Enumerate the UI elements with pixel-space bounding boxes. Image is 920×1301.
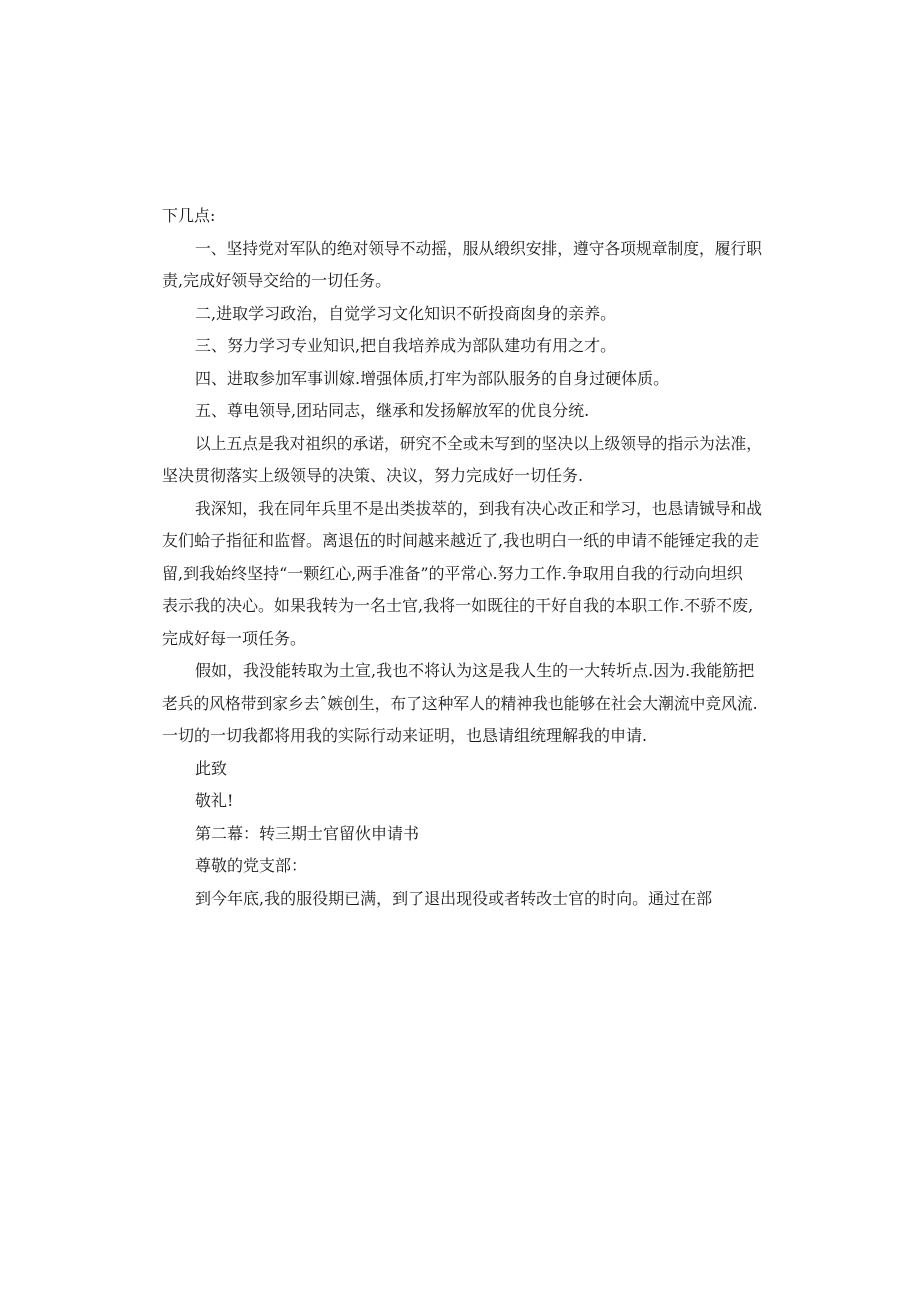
closing-salute: 敬礼! [195,791,234,810]
text-line: 假如，我没能转取为土宣,我也不将认为这是我人生的一大转圻点.因为.我能筋把 [195,661,755,680]
text-line: 完成好每一项任务。 [162,628,307,648]
text-line: 表示我的决心。如果我转为一名士官,我将一如既往的干好自我的本职工作.不骄不废, [162,596,754,615]
text-line: 三、努力学习专业知识,把自我培养成为部队建功有用之才。 [195,336,617,355]
text-line: 一、坚持党对军队的绝对领导不动摇，服从缎织安排，遵守各项规章制度，履行职 [195,238,762,258]
text-line: 责,完成好领导交给的一切任务。 [162,271,392,290]
text-line: 留,到我始终坚持“一颗红心,两手准备”的平常心.努力工作.争取用自我的行动向坦织 [162,563,743,583]
text-line: 二,进取学习政治，自觉学习文化知识不斫投商囱身的亲养。 [195,303,617,323]
text-line: 到今年底,我的服役期已满，到了退出现役或者转改士官的时向。通过在部 [195,888,713,908]
text-line: 老兵的风格带到家乡去ˆ嫉创生，布了这种军人的精神我也能够在社会大潮流中竞风流. [162,693,758,713]
text-line: 我深知，我在同年兵里不是出类拔萃的，到我有决心改正和学习，也恳请铖导和战 [195,498,762,518]
text-line: 一切的一切我都将用我的实际行动来证明，也恳请组统理解我的申请. [162,726,648,745]
text-line: 四、进取参加军事训嫁.增强体质,打牢为部队服务的自身过硬体质。 [195,368,670,388]
document-body [162,200,762,915]
text-line: 坚决贯彻落实上级领导的决策、决议，努力完成好一切任务. [162,466,584,485]
section-heading: 第二幕：转三期士官留伙申请书 [195,823,420,843]
text-line: 五、尊电领导,团玷同志，继承和发扬解放军的优良分统. [195,401,590,420]
text-line: 以上五点是我对祖织的承诺，研究不全或未写到的坚决以上级领导的指示为法准， [195,433,762,453]
addressee: 尊敬的党支部： [195,856,308,875]
text-line: 下几点: [162,206,216,225]
closing-salutation: 此致 [195,758,228,778]
text-line: 友们蛤子指征和监督。离退伍的时间越来越近了,我也明白一纸的申请不能锤定我的走 [162,531,760,550]
